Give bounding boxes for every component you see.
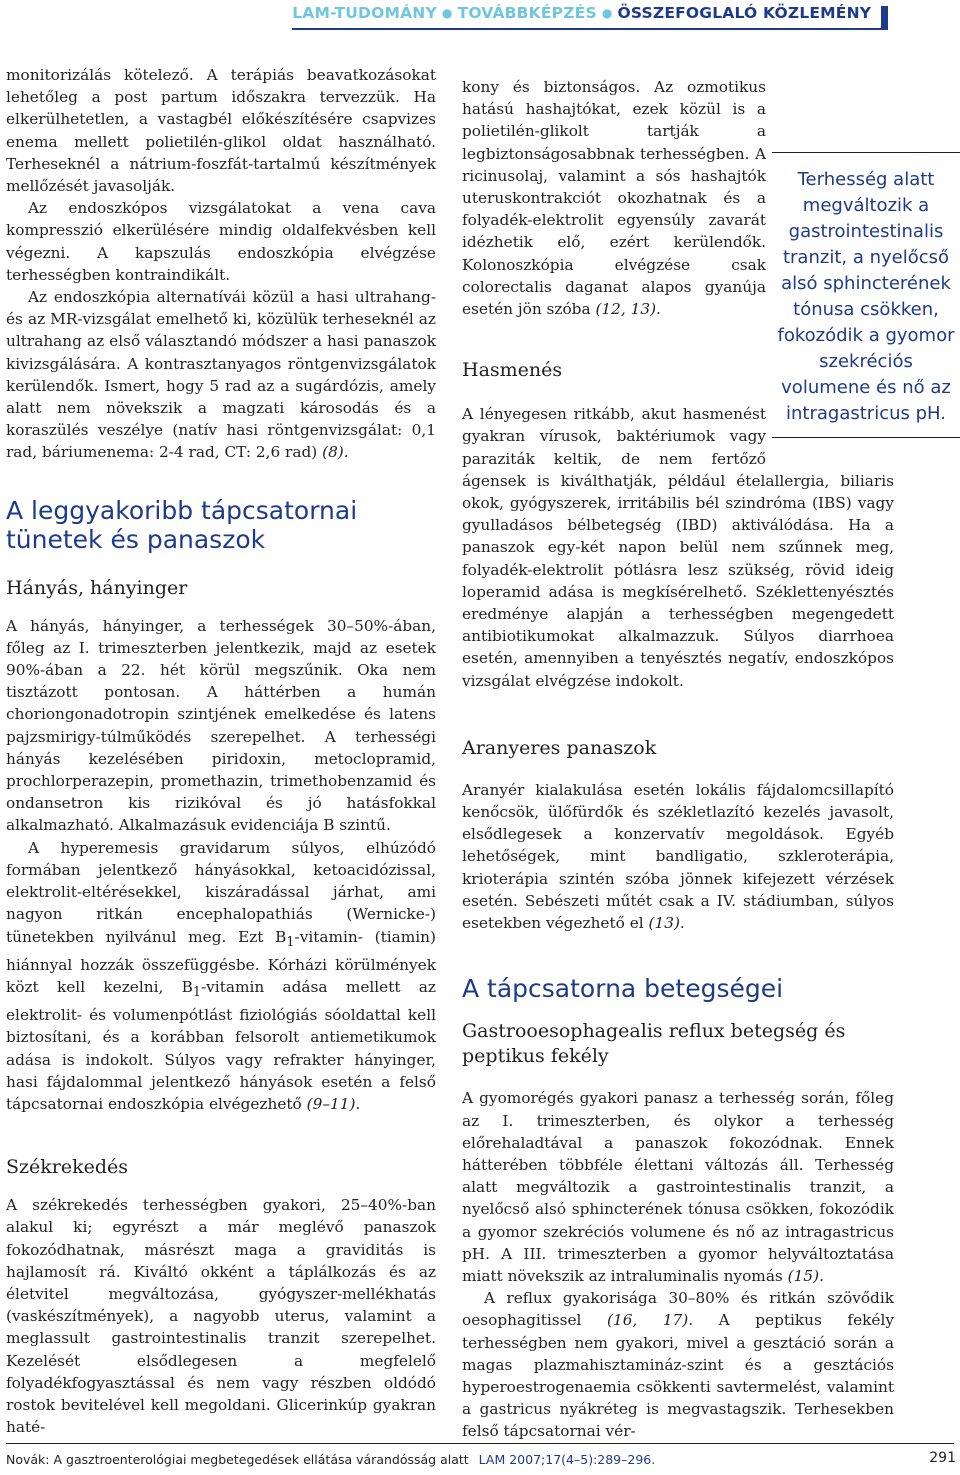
running-header [0, 0, 960, 40]
reference: (12, 13). [595, 300, 661, 319]
subscript: 1 [192, 985, 201, 1000]
paragraph [462, 779, 894, 934]
footer [6, 1452, 956, 1467]
header-section-tovabbkepzes: TOVÁBBKÉPZÉS [457, 4, 597, 22]
header-section-osszefoglalo: ÖSSZEFOGLALÓ KÖZLEMÉNY [617, 4, 872, 22]
section-title: A leggyakoribb tápcsatornai tünetek és panaszok [6, 495, 358, 554]
paragraph: A lényegesen ritkább, akut hasmenést gyakran vírusok, baktériumok vagy paraziták keltik, de nem fertőző ágensek is kiválthatják, például ételallergia, biliaris okok, gyógyszerek, irritábilis bél szindróma (IBS) vagy gyulladásos bélbetegség (IBD) aktiválódása. Ha a panaszok egy-két napon belül nem szűnnek meg, folyadék-elektrolit pótlásra lesz szükség, rövid ideig loperamid adása is megkísérelhető. Széklettenyésztés eredménye alapján a terhességben megengedett antibiotikumokat alkalmazzuk. Súlyos diarrhoea esetén, amennyiben a tenyésztés negatív, endoszkópos vizsgálat elvégzése indokolt. [462, 405, 894, 690]
header-section-lam-tudomany: LAM-TUDOMÁNY [292, 4, 437, 22]
paragraph: A székrekedés terhességben gyakori, 25–40%-ban alakul ki; egyrészt a már meglévő panaszok fokozódhatnak, másrészt maga a graviditás is hajlamosít rá. Kiváltó okként a táplálkozás és az életvitel megváltozása, gyógyszer-mellékhatás (vaskészítmények), a nagyobb uterus, valamint a meglassult gastrointestinalis tranzit szerepelhet. Kezelését elsődlegesen a megfelelő folyadékfogyasztással és nem vagy részben oldódó rostok bevitelével kell megoldani. Glicerinkúp gyakran haté- [6, 1196, 436, 1437]
reference: (15). [787, 1266, 824, 1285]
page-number: 291 [929, 1450, 956, 1466]
paragraph-text: kony és biztonságos. Az ozmotikus hatású hashajtókat, ezek közül is a polietilén-glikolt tartják a legbiztonságosabbnak terhességben. A ricinusolaj, valamint a sós hashajtók uteruskontrakciót okozhatnak és a folyadék-elektrolit egyensúly zavarát idézhetik elő, ezért kerülendők. Kolonoszkópia elvégzése csak colorectalis daganat alapos gyanúja esetén jön szóba [462, 78, 766, 319]
paragraph [6, 837, 436, 1116]
paragraph [462, 1087, 894, 1287]
footer-rule [6, 1443, 954, 1444]
subsection-title: Gastrooesophagealis reflux betegség és peptikus fekély [462, 1020, 846, 1068]
paragraph-text: -vitamin adása mellett az elektrolit- és volumenpótlást fiziológiás sóoldattal kell biztosítani, és a korábban felsorolt antiemetikumok adása is indokolt. Súlyos vagy refrakter hányinger, hasi fájdalommal jelentkező hányások esetén a felső tápcsatornai endoszkópia elvégezhető [6, 977, 436, 1114]
reference: (9–11). [306, 1095, 361, 1114]
paragraph-text: A gyomorégés gyakori panasz a terhesség során, főleg az I. trimeszterben, és olykor a terhesség előrehaladtával a panaszok fokozódnak. Ennek hátterében többféle élettani változás áll. Terhesség alatt megváltozik a gastrointestinalis tranzit, a nyelőcső alsó sphincterének tónusa csökken, fokozódik a gyomor szekréciós volumene és nő az intragastricus pH. A III. trimeszterben a gyomor helyváltoztatása miatt növekszik az intraluminalis nyomás [462, 1089, 894, 1285]
paragraph-text: A reflux gyakorisága 30–80% és ritkán szövődik oesophagitissel [462, 1289, 894, 1330]
subsection-title: Hasmenés [462, 359, 563, 382]
reference: (16, 17). [607, 1311, 694, 1330]
reference: (8). [322, 443, 349, 462]
header-text [292, 4, 888, 22]
paragraph [6, 286, 436, 464]
section-title: A tápcsatorna betegségei [462, 974, 784, 1004]
paragraph-text: A hyperemesis gravidarum súlyos, elhúzódó formában jelentkező hányásokkal, ketoacidózissal, elektrolit-eltérésekkel, kiszáradással járhat, ami nagyon ritkán encephalopathiás (Wernicke-) tünetekben nyilvánul meg. Ezt B [6, 838, 436, 946]
left-column [6, 64, 436, 1438]
footer-citation: Novák: A gasztroenterológiai megbetegedések ellátása várandósság alatt [6, 1452, 469, 1467]
subscript: 1 [286, 934, 295, 950]
paragraph-text: A peptikus fekély terhességben nem gyakori, mivel a gesztáció során a magas plazmahisztamináz-szint és a gesztációs hyperoestrogenaemia csökkenti savtermelést, valamint a gastricus nyákréteg is megvastagszik. Terhesekben felső tápcsatornai vér- [462, 1311, 894, 1441]
paragraph: monitorizálás kötelező. A terápiás beavatkozásokat lehetőleg a post partum időszakra tervezzük. Ha elkerülhetetlen, a vastagbél előkészítésére csapvizes enema mellett polietilén-glikol oldat használható. Terheseknél a nátrium-foszfát-tartalmú készítmények mellőzését javasolják. [6, 66, 436, 196]
header-dot-icon: ● [601, 6, 613, 20]
reference: (13). [648, 914, 685, 933]
paragraph-text: -vitamin- (tiamin) hiánnyal hozzák összefüggésbe. Kórházi körülmények közt kell kezelni, B [6, 927, 436, 996]
paragraph-text: Aranyér kialakulása esetén lokális fájdalomcsillapító kenőcsök, ülőfürdők és székletlazító kezelés javasolt, elsődlegesek a konzervatív megoldások. Egyéb lehetőségek, mint bandligatio, szkleroterápia, krioterápia szintén szóba jönnek kifejezett vérzések esetén. Sebészeti műtét csak a IV. stádiumban, súlyos esetekben végezhető el [462, 780, 894, 933]
pull-quote-text: Terhesség alatt megváltozik a gastrointestinalis tranzit, a nyelőcső alsó sphincterének tónusa csökken, fokozódik a gyomor szekréciós volumene és nő az intragastricus pH. [777, 169, 955, 424]
header-dot-icon: ● [441, 6, 453, 20]
subsection-title: Székrekedés [6, 1156, 129, 1179]
subsection-title: Hányás, hányinger [6, 576, 188, 599]
paragraph: Az endoszkópos vizsgálatokat a vena cava kompresszió elkerülésére mindig oldalfekvésben kell végezni. A kapszulás endoszkópia elvégzése terhességben kontraindikált. [6, 199, 436, 284]
paragraph [462, 1287, 894, 1442]
paragraph: A hányás, hányinger, a terhességek 30–50%-ában, főleg az I. trimeszterben jelentkezik, majd az esetek 90%-ában a 22. hét körül megszűnik. Oka nem tisztázott pontosan. A háttérben a humán choriongonadotropin szintjének emelkedése és latens pajzsmirigy-túlműködés szerepelhet. A terhességi hányás kezelésében piridoxin, metoclopramid, prochlorperazepin, promethazin, trimethobenzamid és ondansetron kis rizikóval és jó hatásfokkal alkalmazható. Alkalmazásuk evidenciája B szintű. [6, 616, 436, 835]
header-rule [292, 28, 888, 30]
pull-quote [772, 152, 960, 438]
paragraph-text: Az endoszkópia alternatívái közül a hasi ultrahang- és az MR-vizsgálat emelhető ki, közülük terheseknél az ultrahang az első választandó módszer a hasi panaszok kivizsgálására. A kontrasztanyagos röntgenvizsgálatok kerülendők. Ismert, hogy 5 rad az a sugárdózis, amely alatt nem növekszik a magzati károsodás és a koraszülés veszélye (natív hasi röntgenvizsgálat: 0,1 rad, báriumenema: 2-4 rad, CT: 2,6 rad) [6, 288, 436, 462]
footer-journal: LAM 2007;17(4–5):289–296. [478, 1452, 656, 1467]
subsection-title: Aranyeres panaszok [462, 736, 657, 759]
